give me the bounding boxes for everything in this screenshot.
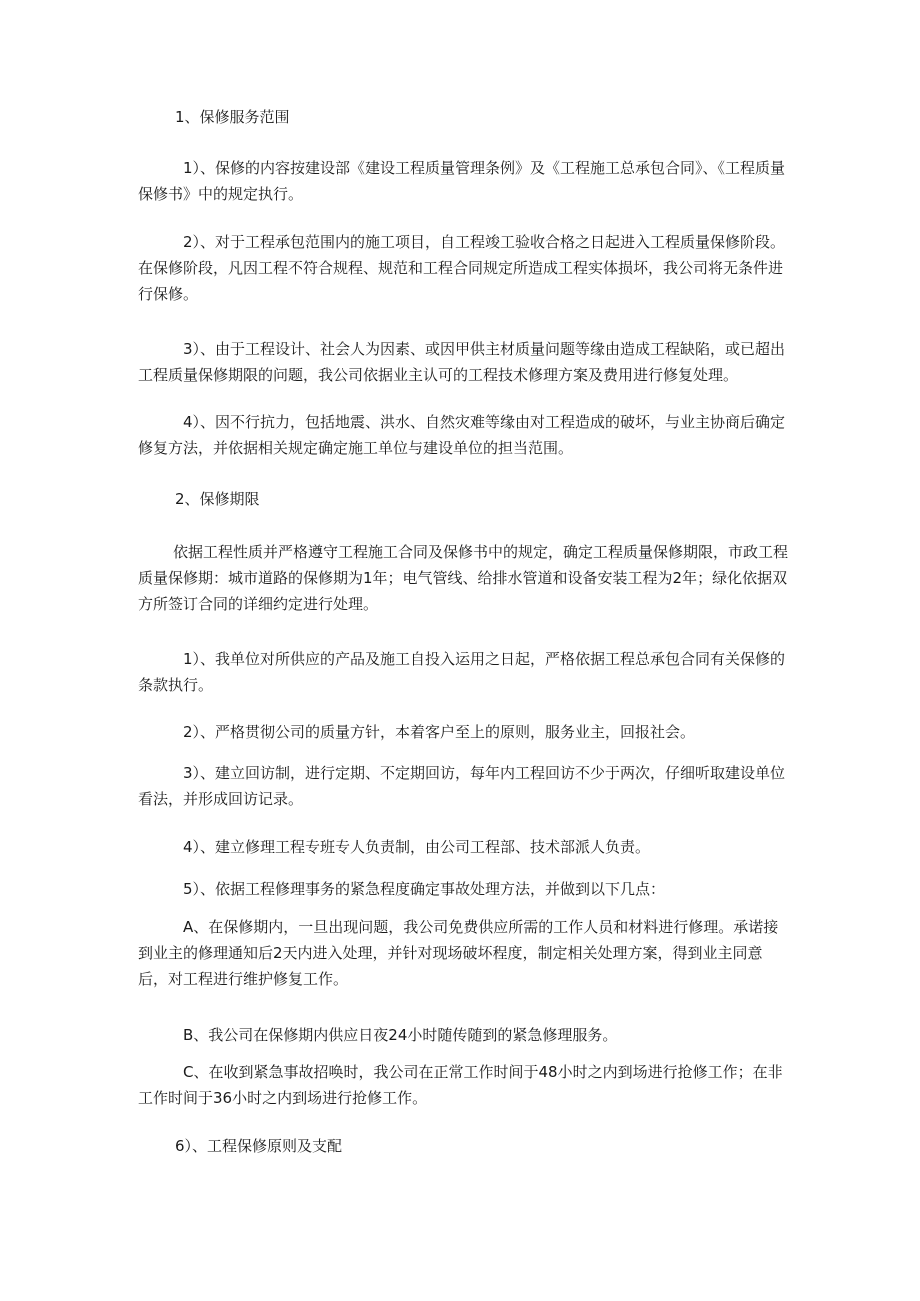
section-heading-principles: 6）、工程保修原则及支配: [175, 1137, 343, 1155]
paragraph: B、我公司在保修期内供应日夜24小时随传随到的紧急修理服务。: [183, 1026, 618, 1044]
paragraph: 2）、对于工程承包范围内的施工项目，自工程竣工验收合格之日起进入工程质量保修阶段。在保修阶段，凡因工程不符合规程、规范和工程合同规定所造成工程实体损坏，我公司将无条件进行保修。: [138, 233, 786, 303]
section-heading-period: 2、保修期限: [175, 490, 260, 508]
paragraph: 3）、建立回访制，进行定期、不定期回访，每年内工程回访不少于两次，仔细听取建设单位看法，并形成回访记录。: [138, 764, 786, 808]
paragraph: 4）、建立修理工程专班专人负责制，由公司工程部、技术部派人负责。: [183, 838, 651, 856]
paragraph: 1）、我单位对所供应的产品及施工自投入运用之日起，严格依据工程总承包合同有关保修的条款执行。: [138, 650, 786, 694]
paragraph: C、在收到紧急事故招唤时，我公司在正常工作时间于48小时之内到场进行抢修工作；在非工作时间于36小时之内到场进行抢修工作。: [138, 1063, 783, 1107]
section-heading-scope: 1、保修服务范围: [175, 108, 290, 126]
paragraph: 1）、保修的内容按建设部《建设工程质量管理条例》及《工程施工总承包合同》、《工程质量保修书》中的规定执行。: [138, 159, 786, 203]
paragraph: 2）、严格贯彻公司的质量方针，本着客户至上的原则，服务业主，回报社会。: [183, 723, 696, 741]
paragraph: A、在保修期内，一旦出现问题，我公司免费供应所需的工作人员和材料进行修理。承诺接到业主的修理通知后2天内进入处理，并针对现场破坏程度，制定相关处理方案，得到业主同意后，对工程进行维护修复工作。: [138, 918, 779, 988]
paragraph: 5）、依据工程修理事务的紧急程度确定事故处理方法，并做到以下几点：: [183, 880, 666, 898]
paragraph: 依据工程性质并严格遵守工程施工合同及保修书中的规定，确定工程质量保修期限，市政工程质量保修期：城市道路的保修期为1年；电气管线、给排水管道和设备安装工程为2年；绿化依据双方所签订合同的详细约定进行处理。: [138, 543, 789, 613]
paragraph: 4）、因不行抗力，包括地震、洪水、自然灾难等缘由对工程造成的破坏，与业主协商后确定修复方法，并依据相关规定确定施工单位与建设单位的担当范围。: [138, 413, 786, 457]
paragraph: 3）、由于工程设计、社会人为因素、或因甲供主材质量问题等缘由造成工程缺陷，或已超出工程质量保修期限的问题，我公司依据业主认可的工程技术修理方案及费用进行修复处理。: [138, 340, 786, 384]
